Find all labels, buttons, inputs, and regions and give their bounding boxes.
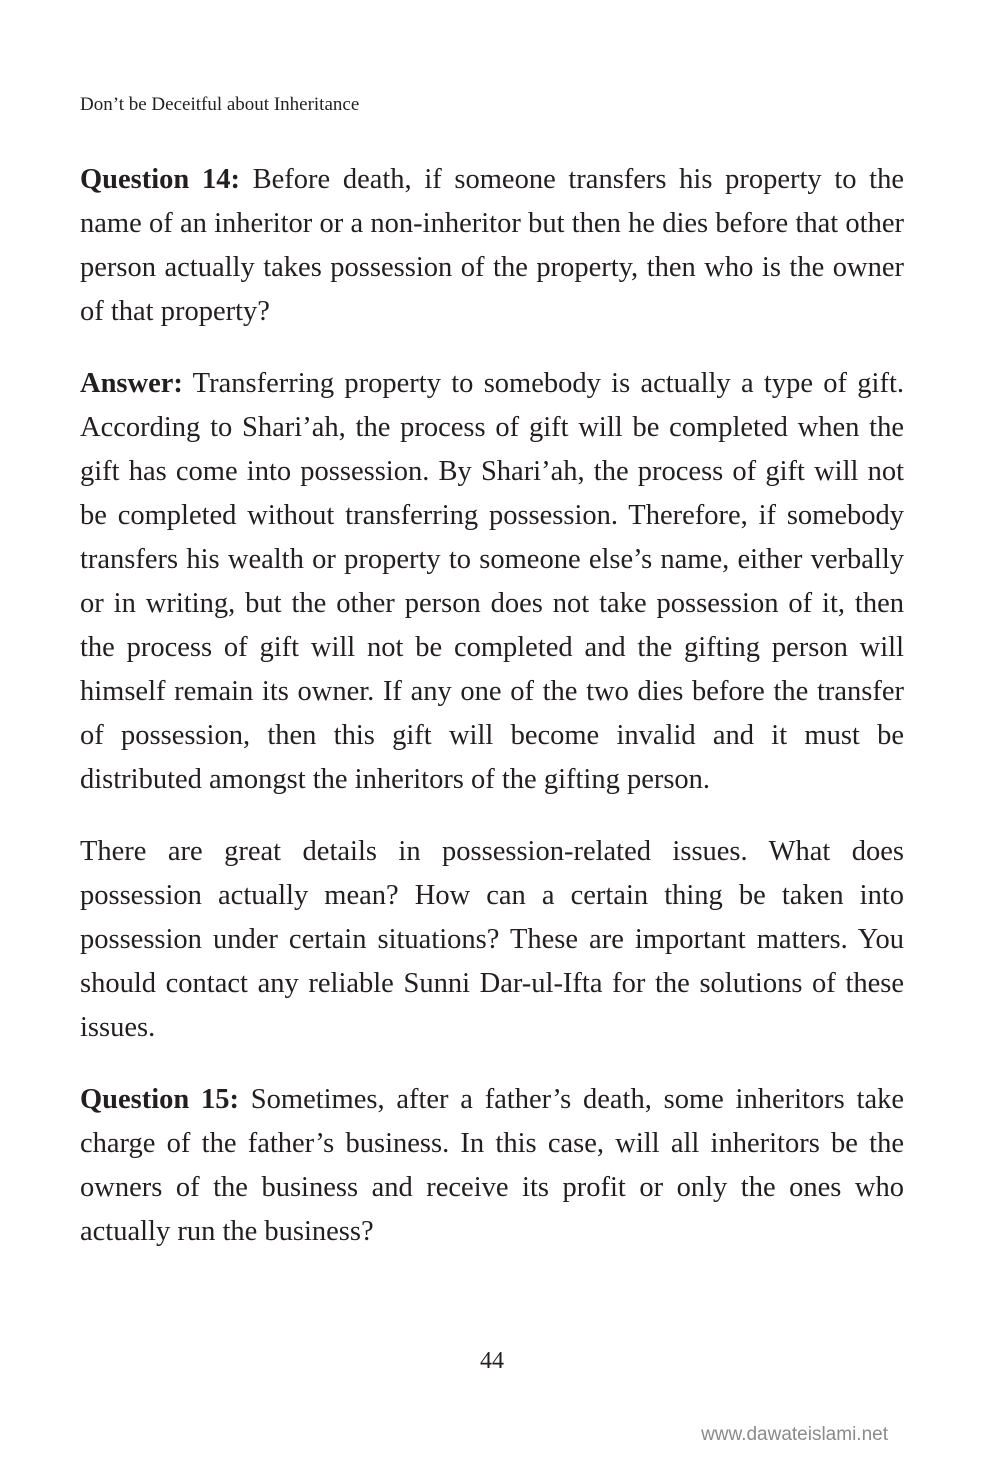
running-header: Don’t be Deceitful about Inheritance bbox=[80, 94, 360, 115]
answer-14 bbox=[80, 362, 904, 802]
question-14-label: Question 14: bbox=[80, 164, 240, 195]
question-15-text: Sometimes, after a father’s death, some inheritors take charge of the father’s business. In this case, will all inheritors be the owners of the business and receive its profit or only the ones who actually run the business? bbox=[80, 1084, 904, 1247]
website-url: www.dawateislami.net bbox=[701, 1424, 888, 1445]
answer-14-text: Transferring property to somebody is actually a type of gift. According to Shari’ah, the process of gift will be completed when the gift has come into possession. By Shari’ah, the process of gift will not be completed without transferring possession. Therefore, if somebody transfers his wealth or property to someone else’s name, either verbally or in writing, but the other person does not take possession of it, then the process of gift will not be completed and the gifting person will himself remain its owner. If any one of the two dies before the transfer of possession, then this gift will become invalid and it must be distributed amongst the inheritors of the gifting person. bbox=[80, 368, 904, 795]
page-number: 44 bbox=[480, 1348, 504, 1374]
answer-14-label: Answer: bbox=[80, 368, 183, 399]
page-content bbox=[80, 158, 904, 1282]
possession-note: There are great details in possession-related issues. What does possession actually mean? How can a certain thing be taken into possession under certain situations? These are important matters. You should contact any reliable Sunni Dar-ul-Ifta for the solutions of these issues. bbox=[80, 836, 904, 1043]
question-14-text: Before death, if someone transfers his property to the name of an inheritor or a non-inheritor but then he dies before that other person actually takes possession of the property, then who is the owner of that property? bbox=[80, 164, 904, 327]
question-15-label: Question 15: bbox=[80, 1084, 240, 1115]
question-15 bbox=[80, 1078, 904, 1254]
question-14 bbox=[80, 158, 904, 334]
